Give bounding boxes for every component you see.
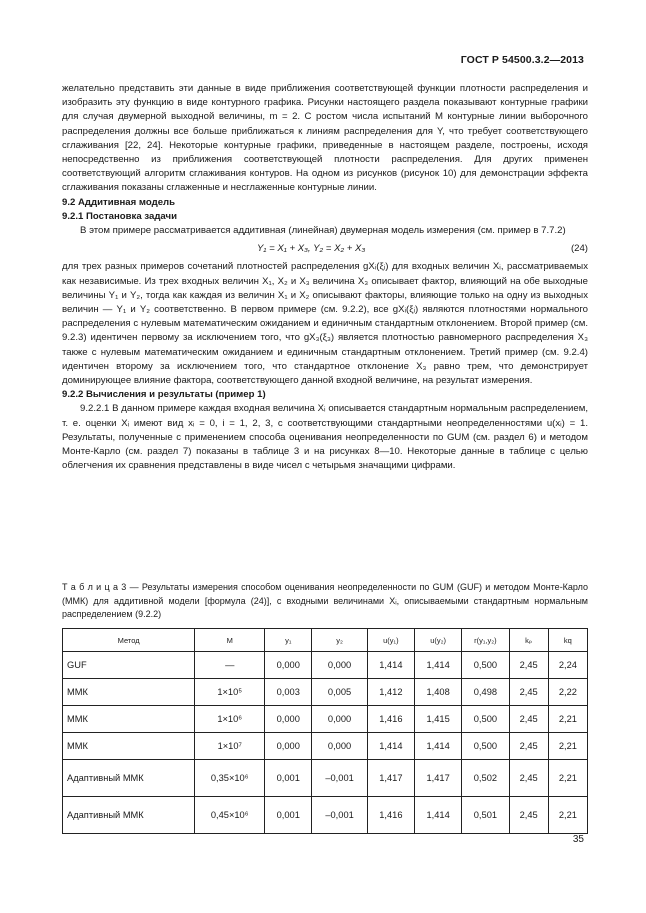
paragraph: для трех разных примеров сочетаний плотностей распределения gXᵢ(ξᵢ) для входных величин Xᵢ, рассматриваемых как независимые. Из трех входных величин X₁, X₂ и X₃ величина X₃ описывает фактор, влияющий на обе выходные величины Y₁ и Y₂, тогда как каждая из величин X₁ и X₂ описывают факторы, влияющие только на одну из выходных величин — Y₁ и Y₂ соответственно. В первом примере (см. 9.2.2), все gXᵢ(ξᵢ) являются плотностями нормального распределения с нулевым математическим ожиданием и единичным стандартным отклонением. Второй пример (см. 9.2.3) идентичен первому за исключением того, что gX₃(ξ₃) является плотностью равномерного распределения X₃ также с нулевым математическим ожиданием и единичным стандартным отклонением. Третий пример (см. 9.2.4) идентичен второму за исключением того, что стандартное отклонение X₃ равно трем, что демонстрирует доминирующее влияние фактора, соответствующего данной входной величине, на результат измерения.	[62, 261, 588, 387]
table-cell: 0,498	[462, 679, 509, 706]
table-cell: ММК	[63, 706, 195, 733]
results-table	[62, 628, 588, 834]
paragraph: В этом примере рассматривается аддитивная (линейная) двумерная модель измерения (см. пример в 7.7.2)	[80, 225, 566, 237]
table-cell: 1,415	[415, 706, 462, 733]
table-cell: 2,21	[548, 760, 587, 797]
table-cell: 1×10⁶	[195, 706, 265, 733]
formula-number: (24)	[570, 243, 588, 255]
table-cell: 1,408	[415, 679, 462, 706]
table-cell: Адаптивный ММК	[63, 760, 195, 797]
formula-24	[62, 238, 588, 260]
table-cell: 0,000	[265, 652, 312, 679]
table-cell: 0,000	[312, 706, 367, 733]
table-cell: ММК	[63, 679, 195, 706]
subsection-heading: 9.2.2 Вычисления и результаты (пример 1)	[62, 389, 266, 401]
table-row	[63, 652, 588, 679]
column-header: u(y₂)	[415, 629, 462, 652]
table-row	[63, 679, 588, 706]
column-header: y₁	[265, 629, 312, 652]
table-cell: 0,001	[265, 760, 312, 797]
column-header: u(y₁)	[367, 629, 414, 652]
paragraph: желательно представить эти данные в виде приближения соответствующей функции плотности распределения и изобразить эту функцию в виде контурного графика. Рисунки настоящего раздела показывают контурные графики для случая двумерной выходной величины, m = 2. С ростом числа испытаний M контурные линии выборочного распределения должны все больше приближаться к линиям распределения для Y, что требует соответствующего сглаживания [22, 24]. Некоторые контурные графики, приведенные в настоящем разделе, построены, исходя непосредственно из приближения соответствующей плотности распределения. Для других применен соответствующий алгоритм сглаживания контуров. На одном из рисунков (рисунок 10) для демонстрации эффекта сглаживания показаны сглаженные и несглаженные контурные линии.	[62, 83, 588, 194]
column-header: kq	[548, 629, 587, 652]
table-cell: –0,001	[312, 797, 367, 834]
table-cell: 2,45	[509, 760, 548, 797]
table-cell: 2,24	[548, 652, 587, 679]
table-cell: 0,000	[265, 706, 312, 733]
table-cell: 2,45	[509, 706, 548, 733]
table-cell: 1,416	[367, 706, 414, 733]
table-row	[63, 797, 588, 834]
table-cell: 1,414	[367, 733, 414, 760]
table-cell: 2,21	[548, 797, 587, 834]
table-cell: 1,414	[415, 652, 462, 679]
table-cell: 1,417	[367, 760, 414, 797]
paragraph: 9.2.2.1 В данном примере каждая входная величина Xᵢ описывается стандартным нормальным распределением, т. е. оценки Xᵢ имеют вид xᵢ = 0, i = 1, 2, 3, с соответствующими стандартными неопределенностями u(xᵢ) = 1. Результаты, полученные с применением способа оценивания неопределенности по GUM (см. раздел 6) и методом Монте-Карло (см. раздел 7) показаны в таблице 3 и на рисунках 8—10. Некоторые данные в таблице с целью облегчения их сравнения представлены в виде чисел с четырьмя значащими цифрами.	[62, 403, 588, 472]
table-cell: 2,45	[509, 733, 548, 760]
column-header: Метод	[63, 629, 195, 652]
table-row	[63, 760, 588, 797]
table-cell: 1,416	[367, 797, 414, 834]
table-cell: 2,21	[548, 706, 587, 733]
table-cell: 1,414	[415, 797, 462, 834]
column-header: r(y₁,y₂)	[462, 629, 509, 652]
table-cell: 0,000	[265, 733, 312, 760]
table-cell: 0,000	[312, 733, 367, 760]
table-cell: ММК	[63, 733, 195, 760]
column-header: y₂	[312, 629, 367, 652]
body-text	[62, 82, 588, 473]
table-cell: –0,001	[312, 760, 367, 797]
table-cell: 2,21	[548, 733, 587, 760]
table-cell: 1,414	[415, 733, 462, 760]
table-cell: 0,500	[462, 652, 509, 679]
page-number: 35	[572, 834, 584, 845]
formula-expression: Y₁ = X₁ + X₃, Y₂ = X₂ + X₃	[257, 243, 366, 255]
table-cell: 0,003	[265, 679, 312, 706]
table-cell: Адаптивный ММК	[63, 797, 195, 834]
table-cell: 1,414	[367, 652, 414, 679]
table-cell: 0,500	[462, 733, 509, 760]
table-cell: 1×10⁵	[195, 679, 265, 706]
table-cell: 2,45	[509, 797, 548, 834]
table-cell: 2,45	[509, 652, 548, 679]
table-cell: 0,001	[265, 797, 312, 834]
table-cell: 0,501	[462, 797, 509, 834]
table-row	[63, 733, 588, 760]
table-cell: 0,35×10⁶	[195, 760, 265, 797]
column-header: kₚ	[509, 629, 548, 652]
table-cell: 2,45	[509, 679, 548, 706]
table-cell: 1×10⁷	[195, 733, 265, 760]
table-cell: 2,22	[548, 679, 587, 706]
table-cell: 1,417	[415, 760, 462, 797]
table-cell: 0,000	[312, 652, 367, 679]
table-cell: 0,45×10⁶	[195, 797, 265, 834]
table-cell: GUF	[63, 652, 195, 679]
subsection-heading: 9.2.1 Постановка задачи	[62, 210, 177, 222]
document-id-header: ГОСТ Р 54500.3.2—2013	[460, 54, 584, 66]
table-cell: 0,502	[462, 760, 509, 797]
column-header: M	[195, 629, 265, 652]
table-caption: Т а б л и ц а 3 — Результаты измерения способом оценивания неопределенности по GUM (GUF) и методом Монте-Карло (ММК) для аддитивной модели [формула (24)], с входными величинами Xᵢ, описываемыми стандартным нормальным распределением (9.2.2)	[62, 582, 588, 620]
section-heading: 9.2 Аддитивная модель	[62, 196, 176, 208]
table-cell: 0,500	[462, 706, 509, 733]
table-row	[63, 706, 588, 733]
table-header-row	[63, 629, 588, 652]
table-cell: —	[195, 652, 265, 679]
table-cell: 1,412	[367, 679, 414, 706]
table-cell: 0,005	[312, 679, 367, 706]
